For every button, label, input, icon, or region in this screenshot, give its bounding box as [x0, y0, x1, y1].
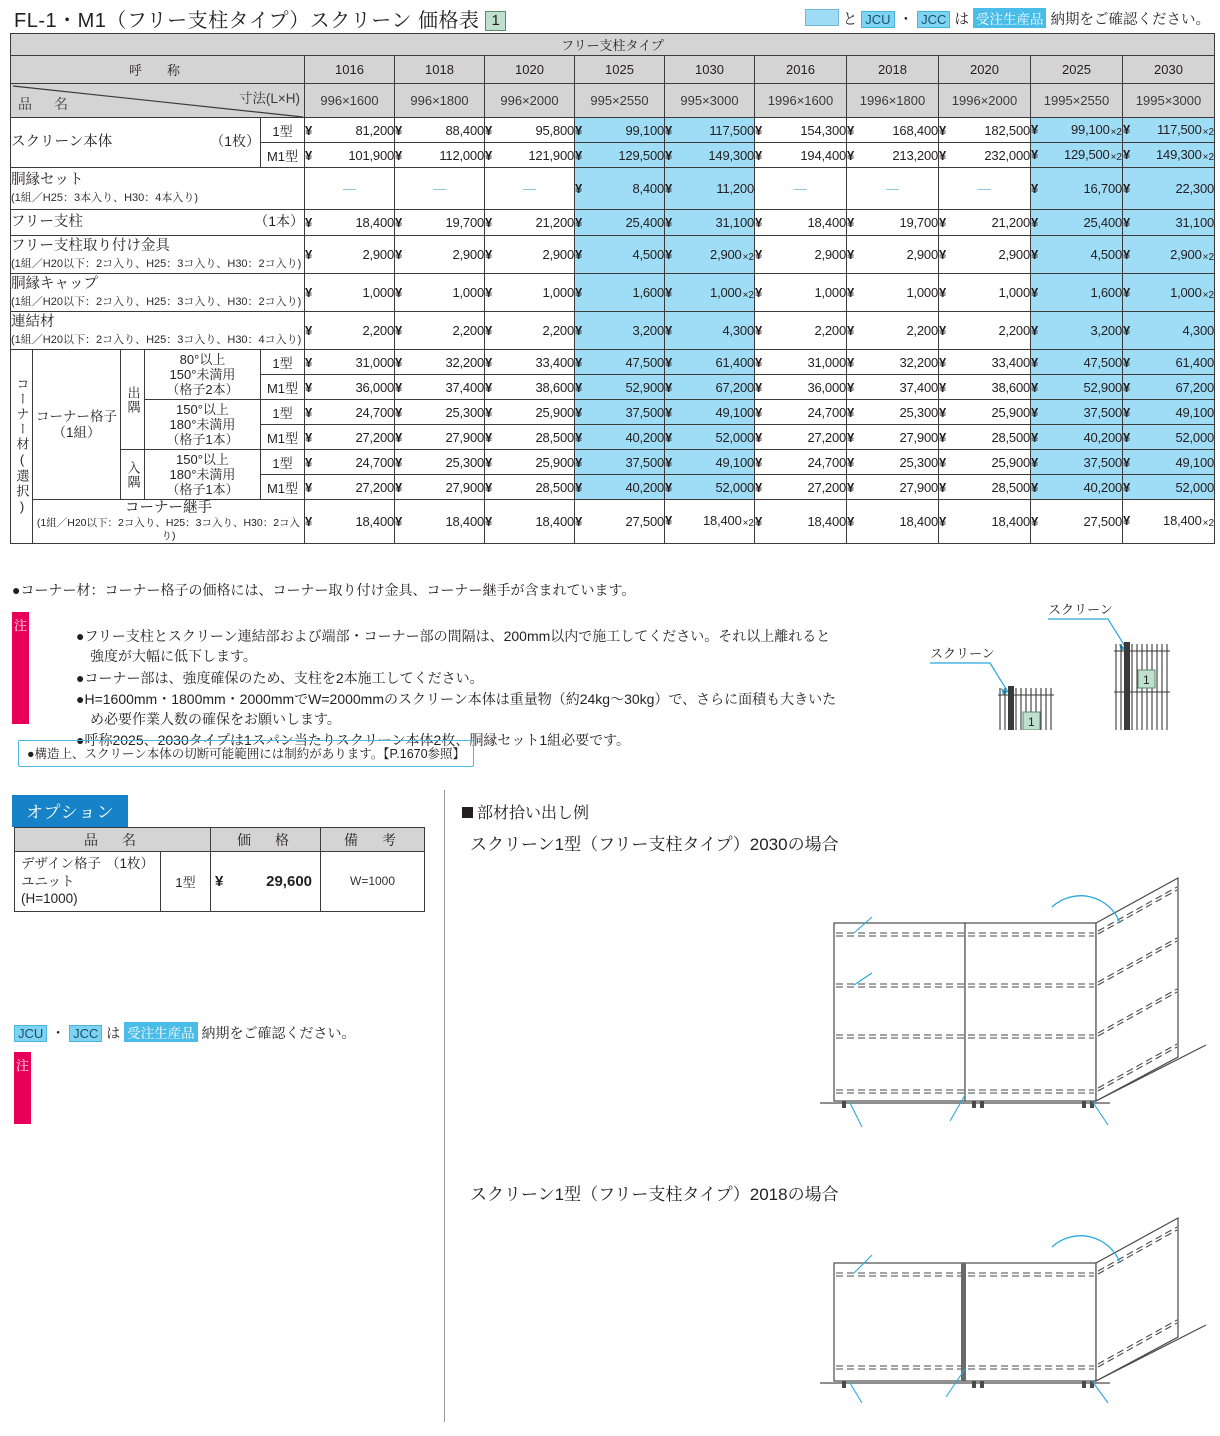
column-code-1018: 1018: [395, 56, 485, 84]
price-cell: ¥ 3,200: [1031, 312, 1123, 350]
price-cell: ¥ 38,600: [939, 375, 1031, 400]
warning-note-item-2: ●コーナー部は、強度確保のため、支柱を2本施工してください。: [76, 669, 484, 686]
row-name-free-post: （1本） フリー支柱: [11, 210, 305, 236]
example1-diagram: [820, 845, 1220, 1145]
table-corner-header: [11, 84, 305, 118]
corner-type-label: M1型: [261, 475, 305, 500]
legend-tag-jcu: JCU: [861, 11, 894, 28]
price-cell: ¥ 18,400: [755, 500, 847, 544]
price-cell: ¥ 18,400: [939, 500, 1031, 544]
price-cell: ¥ 27,900: [395, 475, 485, 500]
type-label-1: 1型: [261, 118, 305, 143]
corner-angle-spec: 80°以上 150°未満用 （格子2本）: [145, 350, 261, 400]
price-cell: ¥ 4,500: [1031, 236, 1123, 274]
column-size-2025: 1995×2550: [1031, 84, 1123, 118]
row-name-doubuchi-set: 胴縁セット (1組／H25：3本入り、H30：4本入り): [11, 168, 305, 210]
price-cell: ¥ 24,700: [755, 400, 847, 425]
example2-diagram: [820, 1185, 1220, 1430]
column-size-1020: 996×2000: [485, 84, 575, 118]
price-cell: ¥ 101,900: [305, 143, 395, 168]
price-cell: ¥ 18,400: [485, 500, 575, 544]
price-cell: ¥ 4,500: [575, 236, 665, 274]
corner-type-label: 1型: [261, 450, 305, 475]
price-cell: ¥ 18,400: [305, 500, 395, 544]
price-cell: ¥ 2,900: [395, 236, 485, 274]
price-cell: ¥ 1,000: [395, 274, 485, 312]
price-cell: ¥ 1,600: [575, 274, 665, 312]
price-cell: ¥ 24,700: [305, 400, 395, 425]
warning-note-list: [36, 626, 842, 751]
column-size-2020: 1996×2000: [939, 84, 1031, 118]
option-name-design-lattice: （1枚） デザイン格子ユニット (H=1000): [15, 852, 161, 912]
price-cell: ¥ 37,500: [575, 450, 665, 475]
column-size-2030: 1995×3000: [1123, 84, 1215, 118]
price-cell: ¥ 19,700: [847, 210, 939, 236]
kosho-header: 呼 称: [11, 56, 305, 84]
corner-type-label: M1型: [261, 375, 305, 400]
option-price: ¥ 29,600: [211, 852, 321, 912]
column-size-1016: 996×1600: [305, 84, 395, 118]
price-cell: ¥ 2,200: [755, 312, 847, 350]
option-type-label: 1型: [161, 852, 211, 912]
column-code-1025: 1025: [575, 56, 665, 84]
price-cell: ¥ 36,000: [305, 375, 395, 400]
price-cell: ¥ 18,400×2: [1123, 500, 1215, 544]
price-cell: ¥ 33,400: [939, 350, 1031, 375]
price-cell: ¥ 28,500: [939, 475, 1031, 500]
corner-type-label: 1型: [261, 400, 305, 425]
price-cell: ¥ 25,900: [485, 450, 575, 475]
price-cell: ¥ 117,500: [665, 118, 755, 143]
column-code-2030: 2030: [1123, 56, 1215, 84]
column-code-1020: 1020: [485, 56, 575, 84]
price-cell: ¥ 31,000: [755, 350, 847, 375]
price-cell: ¥ 40,200: [1031, 425, 1123, 450]
price-cell: ¥ 4,300: [665, 312, 755, 350]
type-band-header: フリー支柱タイプ: [11, 34, 1215, 56]
type-label-m1: M1型: [261, 143, 305, 168]
warning-note-item-3: ●H=1600mm・1800mm・2000mmでW=2000mmのスクリーン本体は重量物（約24kg～30kg）で、さらに面積も大きいため必要作業人数の確保をお願いします。: [76, 690, 837, 728]
price-cell: ¥ 49,100: [665, 400, 755, 425]
price-cell: ¥ 31,000: [305, 350, 395, 375]
legend-tail: 納期をご確認ください。: [1050, 12, 1210, 28]
chu-label: 注: [12, 612, 29, 724]
price-cell: ¥ 27,900: [847, 425, 939, 450]
price-cell: ¥ 25,400: [1031, 210, 1123, 236]
column-code-1030: 1030: [665, 56, 755, 84]
price-cell: ¥ 28,500: [485, 425, 575, 450]
price-cell: ¥ 36,000: [755, 375, 847, 400]
price-cell: ¥ 1,000: [847, 274, 939, 312]
blue-swatch-icon: [805, 9, 839, 26]
price-cell: ¥ 1,000×2: [1123, 274, 1215, 312]
price-cell: —: [939, 168, 1031, 210]
option-chu-label: 注: [14, 1052, 31, 1124]
corner-angle-spec: 150°以上 180°未満用 （格子1本）: [145, 450, 261, 500]
price-cell: ¥ 27,200: [305, 425, 395, 450]
irisumi-label: 入隅: [121, 450, 145, 500]
price-cell: ¥ 27,200: [755, 425, 847, 450]
price-cell: ¥ 52,000: [665, 475, 755, 500]
price-cell: ¥ 129,500×2: [1031, 143, 1123, 168]
legend-dot: ・: [898, 12, 914, 28]
price-cell: ¥ 1,000×2: [665, 274, 755, 312]
column-code-2020: 2020: [939, 56, 1031, 84]
price-cell: ¥ 25,300: [395, 400, 485, 425]
option-order-legend: [14, 1022, 356, 1043]
price-cell: ¥ 168,400: [847, 118, 939, 143]
price-cell: ¥ 61,400: [665, 350, 755, 375]
example1-title: スクリーン1型（フリー支柱タイプ）2030の場合: [470, 835, 839, 854]
price-cell: ¥ 2,200: [847, 312, 939, 350]
screen-badge-left: 1: [1028, 715, 1035, 729]
price-cell: ¥ 37,400: [847, 375, 939, 400]
screen-badge-right: 1: [1143, 673, 1150, 687]
price-cell: ¥ 33,400: [485, 350, 575, 375]
price-cell: ¥ 182,500: [939, 118, 1031, 143]
price-cell: ¥ 49,100: [1123, 400, 1215, 425]
row-name-corner-joint: コーナー継手 (1組／H20以下：2コ入り、H25：3コ入り、H30：2コ入り): [33, 500, 305, 544]
price-cell: ¥ 24,700: [305, 450, 395, 475]
price-cell: ¥ 2,200: [939, 312, 1031, 350]
price-cell: ¥ 37,400: [395, 375, 485, 400]
price-cell: —: [395, 168, 485, 210]
square-bullet-icon: [462, 807, 473, 818]
price-cell: ¥ 2,900: [755, 236, 847, 274]
examples-heading-text: 部材拾い出し例: [477, 805, 590, 822]
row-name-screen-body: （1枚） スクリーン本体: [11, 118, 261, 168]
price-cell: ¥ 40,200: [1031, 475, 1123, 500]
warning-note-item-1: ●フリー支柱とスクリーン連結部および端部・コーナー部の間隔は、200mm以内で施工してください。それ以上離れると強度が大幅に低下します。: [76, 628, 831, 665]
price-cell: ¥ 25,900: [939, 400, 1031, 425]
price-cell: ¥ 95,800: [485, 118, 575, 143]
price-cell: ¥ 2,900: [305, 236, 395, 274]
price-cell: ¥ 40,200: [575, 425, 665, 450]
price-cell: ¥ 61,400: [1123, 350, 1215, 375]
price-cell: ¥ 49,100: [1123, 450, 1215, 475]
option-legend-tail: 納期をご確認ください。: [201, 1025, 356, 1041]
price-cell: ¥ 18,400×2: [665, 500, 755, 544]
screen-illustration: [930, 600, 1170, 730]
sunpo-label: 寸法(L×H): [238, 91, 300, 106]
price-cell: ¥ 2,900: [939, 236, 1031, 274]
hinmei-label: 品 名: [18, 96, 72, 112]
price-cell: ¥ 11,200: [665, 168, 755, 210]
corner-lattice-label: コーナー格子 （1組）: [33, 350, 121, 500]
column-code-2016: 2016: [755, 56, 847, 84]
price-cell: ¥ 1,000: [305, 274, 395, 312]
order-production-legend: [805, 8, 1210, 29]
price-cell: ¥ 213,200: [847, 143, 939, 168]
legend-conj: と: [842, 12, 858, 28]
legend-tag-jcc: JCC: [917, 11, 950, 28]
cut-range-note: ●構造上、スクリーン本体の切断可能範囲には制約があります。【P.1670参照】: [18, 740, 474, 767]
column-size-1025: 995×2550: [575, 84, 665, 118]
price-cell: ¥ 99,100×2: [1031, 118, 1123, 143]
price-cell: ¥ 52,900: [1031, 375, 1123, 400]
price-cell: ¥ 27,500: [575, 500, 665, 544]
price-cell: ¥ 2,900: [847, 236, 939, 274]
price-cell: ¥ 27,200: [305, 475, 395, 500]
warning-note-item-4: ●呼称2025、2030タイプは1スパン当たりスクリーン本体2枚、胴縁セット1組必要です。: [76, 732, 631, 749]
price-cell: ¥ 27,200: [755, 475, 847, 500]
vertical-divider: [444, 790, 445, 1422]
price-cell: ¥ 149,300×2: [1123, 143, 1215, 168]
price-cell: ¥ 2,900×2: [665, 236, 755, 274]
price-cell: ¥ 2,900×2: [1123, 236, 1215, 274]
column-size-2018: 1996×1800: [847, 84, 939, 118]
column-code-2025: 2025: [1031, 56, 1123, 84]
price-cell: ¥ 28,500: [485, 475, 575, 500]
corner-angle-spec: 150°以上 180°未満用 （格子1本）: [145, 400, 261, 450]
page-title-text: FL-1・M1（フリー支柱タイプ）スクリーン 価格表: [14, 10, 480, 32]
example2-title: スクリーン1型（フリー支柱タイプ）2018の場合: [470, 1185, 839, 1204]
screen-caption-left: スクリーン: [930, 646, 995, 661]
price-cell: ¥ 121,900: [485, 143, 575, 168]
option-header-name: 品 名: [15, 828, 211, 852]
option-header-remark: 備 考: [321, 828, 425, 852]
corner-type-label: 1型: [261, 350, 305, 375]
price-cell: ¥ 47,500: [575, 350, 665, 375]
option-legend-wa: は: [106, 1025, 121, 1041]
price-cell: ¥ 129,500: [575, 143, 665, 168]
price-cell: ¥ 32,200: [847, 350, 939, 375]
option-header-price: 価 格: [211, 828, 321, 852]
price-cell: ¥ 232,000: [939, 143, 1031, 168]
price-cell: ¥ 25,900: [485, 400, 575, 425]
price-cell: ¥ 81,200: [305, 118, 395, 143]
screen-caption-right: スクリーン: [1048, 602, 1113, 617]
price-cell: ¥ 112,000: [395, 143, 485, 168]
option-legend-dot: ・: [51, 1025, 66, 1041]
desumi-label: 出隅: [121, 350, 145, 450]
price-cell: ¥ 1,600: [1031, 274, 1123, 312]
price-cell: —: [755, 168, 847, 210]
column-size-2016: 1996×1600: [755, 84, 847, 118]
price-cell: ¥ 4,300: [1123, 312, 1215, 350]
price-cell: ¥ 49,100: [665, 450, 755, 475]
price-cell: ¥ 2,200: [485, 312, 575, 350]
legend-order-tag: 受注生産品: [973, 8, 1047, 28]
price-cell: ¥ 2,200: [395, 312, 485, 350]
price-cell: ¥ 21,200: [939, 210, 1031, 236]
option-table: [14, 827, 425, 912]
price-cell: ¥ 8,400: [575, 168, 665, 210]
page-title: [14, 4, 506, 33]
price-cell: ¥ 27,500: [1031, 500, 1123, 544]
option-remark: W=1000: [321, 852, 425, 912]
price-cell: ¥ 18,400: [305, 210, 395, 236]
price-cell: —: [485, 168, 575, 210]
row-name-post-bracket: フリー支柱取り付け金具 (1組／H20以下：2コ入り、H25：3コ入り、H30：2コ入り): [11, 236, 305, 274]
price-cell: ¥ 27,900: [847, 475, 939, 500]
corner-material-vertical-label: コーナー材(選択): [11, 350, 33, 544]
price-cell: ¥ 52,900: [575, 375, 665, 400]
examples-heading: [462, 800, 589, 823]
price-cell: ¥ 22,300: [1123, 168, 1215, 210]
price-cell: ¥ 18,400: [847, 500, 939, 544]
price-cell: ¥ 31,100: [665, 210, 755, 236]
option-tag-jcc: JCC: [69, 1025, 102, 1042]
price-cell: ¥ 2,200: [305, 312, 395, 350]
price-cell: ¥ 25,400: [575, 210, 665, 236]
price-cell: ¥ 47,500: [1031, 350, 1123, 375]
price-cell: ¥ 21,200: [485, 210, 575, 236]
column-code-2018: 2018: [847, 56, 939, 84]
price-cell: —: [847, 168, 939, 210]
column-code-1016: 1016: [305, 56, 395, 84]
price-cell: ¥ 2,900: [485, 236, 575, 274]
price-cell: ¥ 18,400: [395, 500, 485, 544]
price-cell: ¥ 99,100: [575, 118, 665, 143]
price-cell: ¥ 154,300: [755, 118, 847, 143]
option-tag-jcu: JCU: [14, 1025, 47, 1042]
row-name-connector: 連結材 (1組／H20以下：2コ入り、H25：3コ入り、H30：4コ入り): [11, 312, 305, 350]
price-cell: ¥ 37,500: [575, 400, 665, 425]
corner-material-note: ●コーナー材：コーナー格子の価格には、コーナー取り付け金具、コーナー継手が含まれています。: [12, 582, 636, 598]
price-cell: ¥ 25,300: [395, 450, 485, 475]
price-cell: ¥ 1,000: [755, 274, 847, 312]
price-cell: ¥ 18,400: [755, 210, 847, 236]
price-cell: —: [305, 168, 395, 210]
price-cell: ¥ 37,500: [1031, 400, 1123, 425]
option-warning-block: [14, 1052, 424, 1073]
price-cell: ¥ 194,400: [755, 143, 847, 168]
price-cell: ¥ 25,300: [847, 400, 939, 425]
price-cell: ¥ 1,000: [485, 274, 575, 312]
price-cell: ¥ 37,500: [1031, 450, 1123, 475]
price-cell: ¥ 28,500: [939, 425, 1031, 450]
price-cell: ¥ 117,500×2: [1123, 118, 1215, 143]
corner-type-label: M1型: [261, 425, 305, 450]
legend-wa: は: [954, 12, 969, 28]
main-price-table: [10, 33, 1215, 544]
option-badge: オプション: [12, 795, 128, 827]
price-cell: ¥ 52,000: [665, 425, 755, 450]
price-cell: ¥ 24,700: [755, 450, 847, 475]
price-cell: ¥ 27,900: [395, 425, 485, 450]
price-cell: ¥ 52,000: [1123, 475, 1215, 500]
price-cell: ¥ 40,200: [575, 475, 665, 500]
row-name-doubuchi-cap: 胴縁キャップ (1組／H20以下：2コ入り、H25：3コ入り、H30：2コ入り): [11, 274, 305, 312]
price-cell: ¥ 88,400: [395, 118, 485, 143]
price-cell: ¥ 67,200: [665, 375, 755, 400]
price-cell: ¥ 52,000: [1123, 425, 1215, 450]
column-size-1018: 996×1800: [395, 84, 485, 118]
price-cell: ¥ 1,000: [939, 274, 1031, 312]
option-order-tag: 受注生産品: [124, 1022, 198, 1042]
price-cell: ¥ 31,100: [1123, 210, 1215, 236]
page-title-badge: 1: [485, 11, 506, 31]
price-cell: ¥ 32,200: [395, 350, 485, 375]
price-cell: ¥ 38,600: [485, 375, 575, 400]
price-cell: ¥ 3,200: [575, 312, 665, 350]
price-cell: ¥ 19,700: [395, 210, 485, 236]
price-cell: ¥ 67,200: [1123, 375, 1215, 400]
price-cell: ¥ 16,700: [1031, 168, 1123, 210]
price-cell: ¥ 25,900: [939, 450, 1031, 475]
price-cell: ¥ 25,300: [847, 450, 939, 475]
price-cell: ¥ 149,300: [665, 143, 755, 168]
column-size-1030: 995×3000: [665, 84, 755, 118]
